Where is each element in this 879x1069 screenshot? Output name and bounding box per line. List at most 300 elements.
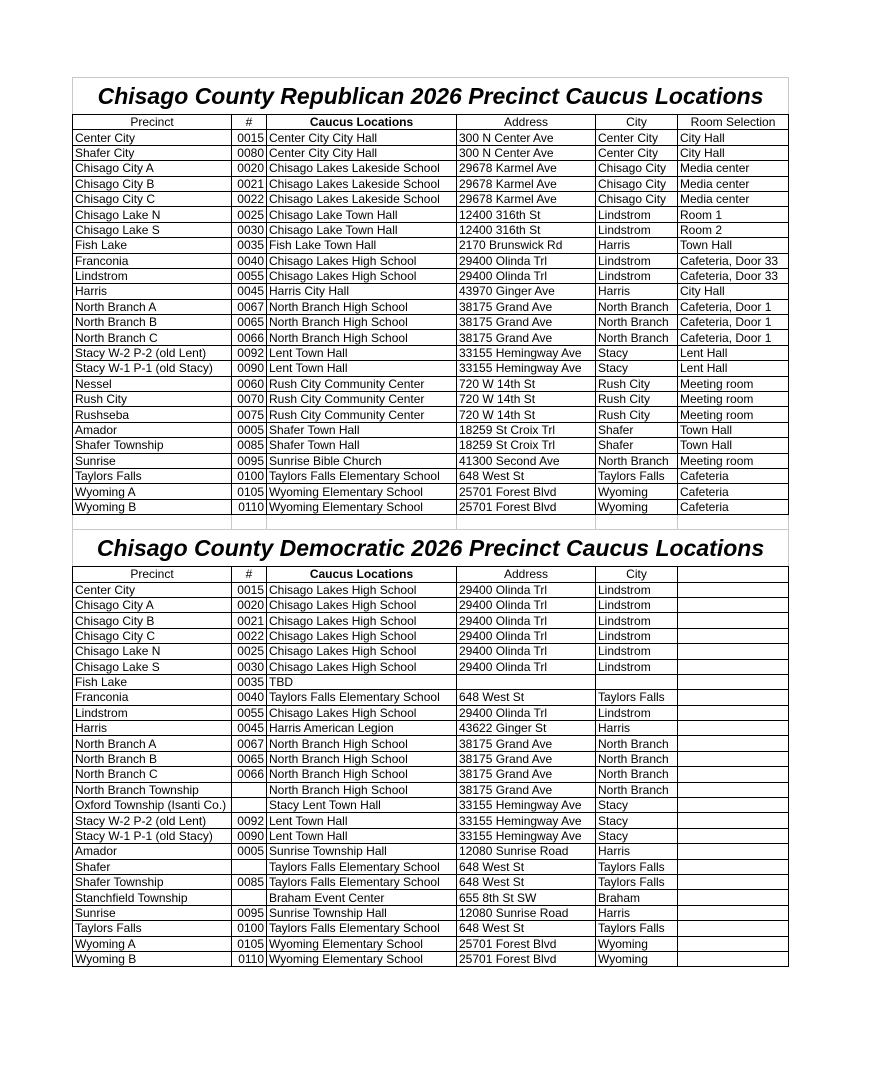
republican-table-row bbox=[73, 299, 789, 314]
precinct-cell: Chisago City C bbox=[73, 628, 232, 643]
number-cell: 0015 bbox=[232, 582, 267, 597]
democratic-table-row bbox=[73, 674, 789, 689]
precinct-cell: Stanchfield Township bbox=[73, 890, 232, 905]
room-cell: Cafeteria bbox=[678, 499, 789, 514]
democratic-table-row bbox=[73, 905, 789, 920]
number-cell: 0066 bbox=[232, 767, 267, 782]
precinct-cell: Stacy W-2 P-2 (old Lent) bbox=[73, 345, 232, 360]
precinct-cell: North Branch C bbox=[73, 767, 232, 782]
caucus-location-cell: Harris City Hall bbox=[267, 284, 457, 299]
caucus-location-cell: Wyoming Elementary School bbox=[267, 951, 457, 966]
caucus-location-cell: Shafer Town Hall bbox=[267, 422, 457, 437]
caucus-location-cell: North Branch High School bbox=[267, 751, 457, 766]
number-cell: 0040 bbox=[232, 690, 267, 705]
room-cell bbox=[678, 613, 789, 628]
address-cell: 29400 Olinda Trl bbox=[457, 613, 596, 628]
caucus-location-cell: Sunrise Township Hall bbox=[267, 905, 457, 920]
number-cell: 0105 bbox=[232, 936, 267, 951]
number-cell bbox=[232, 890, 267, 905]
address-cell: 648 West St bbox=[457, 874, 596, 889]
number-cell: 0060 bbox=[232, 376, 267, 391]
address-cell: 29400 Olinda Trl bbox=[457, 705, 596, 720]
number-cell: 0090 bbox=[232, 828, 267, 843]
room-cell: City Hall bbox=[678, 130, 789, 145]
caucus-location-cell: Chisago Lakes High School bbox=[267, 705, 457, 720]
precinct-cell: Franconia bbox=[73, 690, 232, 705]
democratic-table-row bbox=[73, 644, 789, 659]
precinct-cell: North Branch C bbox=[73, 330, 232, 345]
precinct-cell: Chisago Lake N bbox=[73, 207, 232, 222]
number-cell: 0095 bbox=[232, 905, 267, 920]
precinct-cell: Chisago Lake S bbox=[73, 659, 232, 674]
number-cell: 0030 bbox=[232, 222, 267, 237]
room-cell: Meeting room bbox=[678, 407, 789, 422]
address-cell: 648 West St bbox=[457, 921, 596, 936]
city-cell: Center City bbox=[596, 145, 678, 160]
address-cell: 18259 St Croix Trl bbox=[457, 438, 596, 453]
room-cell bbox=[678, 813, 789, 828]
city-cell: Braham bbox=[596, 890, 678, 905]
address-cell: 29678 Karmel Ave bbox=[457, 161, 596, 176]
precinct-cell: Shafer Township bbox=[73, 438, 232, 453]
city-cell: Wyoming bbox=[596, 484, 678, 499]
room-cell: Town Hall bbox=[678, 438, 789, 453]
democratic-table-row bbox=[73, 628, 789, 643]
precinct-cell: Wyoming A bbox=[73, 936, 232, 951]
city-cell: Lindstrom bbox=[596, 222, 678, 237]
democratic-table-row bbox=[73, 951, 789, 966]
republican-table-row bbox=[73, 145, 789, 160]
caucus-location-cell: Taylors Falls Elementary School bbox=[267, 859, 457, 874]
number-cell: 0030 bbox=[232, 659, 267, 674]
caucus-location-cell: North Branch High School bbox=[267, 736, 457, 751]
democratic-table-row bbox=[73, 844, 789, 859]
room-cell: Lent Hall bbox=[678, 361, 789, 376]
room-cell bbox=[678, 921, 789, 936]
caucus-location-cell: Taylors Falls Elementary School bbox=[267, 874, 457, 889]
precinct-cell: Chisago City A bbox=[73, 161, 232, 176]
number-cell: 0100 bbox=[232, 921, 267, 936]
republican-table-row bbox=[73, 484, 789, 499]
precinct-cell: Chisago Lake N bbox=[73, 644, 232, 659]
address-cell: 33155 Hemingway Ave bbox=[457, 361, 596, 376]
republican-table-row bbox=[73, 253, 789, 268]
city-cell: Stacy bbox=[596, 828, 678, 843]
room-cell bbox=[678, 674, 789, 689]
city-cell: North Branch bbox=[596, 299, 678, 314]
caucus-location-cell: North Branch High School bbox=[267, 782, 457, 797]
header-number: # bbox=[232, 567, 267, 582]
republican-table-row bbox=[73, 468, 789, 483]
democratic-table-row bbox=[73, 721, 789, 736]
number-cell: 0020 bbox=[232, 597, 267, 612]
republican-table-row bbox=[73, 407, 789, 422]
room-cell: Room 1 bbox=[678, 207, 789, 222]
address-cell: 38175 Grand Ave bbox=[457, 782, 596, 797]
number-cell: 0040 bbox=[232, 253, 267, 268]
democratic-header-row bbox=[73, 567, 789, 582]
city-cell: Lindstrom bbox=[596, 613, 678, 628]
city-cell: Chisago City bbox=[596, 191, 678, 206]
address-cell: 648 West St bbox=[457, 859, 596, 874]
republican-table-row bbox=[73, 176, 789, 191]
address-cell: 2170 Brunswick Rd bbox=[457, 238, 596, 253]
precinct-cell: Harris bbox=[73, 721, 232, 736]
precinct-cell: Stacy W-2 P-2 (old Lent) bbox=[73, 813, 232, 828]
city-cell: Stacy bbox=[596, 361, 678, 376]
number-cell bbox=[232, 798, 267, 813]
precinct-cell: Stacy W-1 P-1 (old Stacy) bbox=[73, 828, 232, 843]
caucus-location-cell: Taylors Falls Elementary School bbox=[267, 468, 457, 483]
number-cell: 0015 bbox=[232, 130, 267, 145]
precinct-cell: Wyoming A bbox=[73, 484, 232, 499]
room-cell: Town Hall bbox=[678, 422, 789, 437]
city-cell: Stacy bbox=[596, 345, 678, 360]
precinct-cell: Stacy W-1 P-1 (old Stacy) bbox=[73, 361, 232, 376]
number-cell: 0055 bbox=[232, 268, 267, 283]
number-cell: 0080 bbox=[232, 145, 267, 160]
spreadsheet bbox=[72, 77, 788, 967]
democratic-table-row bbox=[73, 813, 789, 828]
precinct-cell: Lindstrom bbox=[73, 268, 232, 283]
number-cell: 0035 bbox=[232, 238, 267, 253]
democratic-table-row bbox=[73, 828, 789, 843]
republican-table-row bbox=[73, 438, 789, 453]
city-cell: North Branch bbox=[596, 767, 678, 782]
city-cell: Taylors Falls bbox=[596, 690, 678, 705]
room-cell bbox=[678, 844, 789, 859]
number-cell: 0065 bbox=[232, 315, 267, 330]
city-cell: Shafer bbox=[596, 422, 678, 437]
city-cell: Lindstrom bbox=[596, 705, 678, 720]
caucus-location-cell: Sunrise Bible Church bbox=[267, 453, 457, 468]
room-cell bbox=[678, 705, 789, 720]
number-cell: 0005 bbox=[232, 844, 267, 859]
caucus-location-cell: Rush City Community Center bbox=[267, 392, 457, 407]
city-cell: Harris bbox=[596, 238, 678, 253]
header-city: City bbox=[596, 115, 678, 130]
number-cell: 0067 bbox=[232, 299, 267, 314]
caucus-location-cell: Taylors Falls Elementary School bbox=[267, 690, 457, 705]
address-cell: 300 N Center Ave bbox=[457, 130, 596, 145]
room-cell: Media center bbox=[678, 176, 789, 191]
number-cell: 0020 bbox=[232, 161, 267, 176]
city-cell: North Branch bbox=[596, 782, 678, 797]
room-cell bbox=[678, 782, 789, 797]
caucus-location-cell: Center City City Hall bbox=[267, 145, 457, 160]
room-cell bbox=[678, 582, 789, 597]
header-caucus-locations: Caucus Locations bbox=[267, 115, 457, 130]
precinct-cell: Chisago City B bbox=[73, 176, 232, 191]
header-precinct: Precinct bbox=[73, 115, 232, 130]
address-cell: 12400 316th St bbox=[457, 207, 596, 222]
caucus-location-cell: Chisago Lakes High School bbox=[267, 644, 457, 659]
democratic-table-row bbox=[73, 890, 789, 905]
number-cell: 0021 bbox=[232, 176, 267, 191]
republican-table-row bbox=[73, 222, 789, 237]
address-cell: 33155 Hemingway Ave bbox=[457, 798, 596, 813]
number-cell: 0045 bbox=[232, 721, 267, 736]
spacer-row bbox=[73, 515, 789, 530]
address-cell: 43622 Ginger St bbox=[457, 721, 596, 736]
room-cell: City Hall bbox=[678, 145, 789, 160]
precinct-cell: Amador bbox=[73, 844, 232, 859]
city-cell: Harris bbox=[596, 721, 678, 736]
room-cell: Lent Hall bbox=[678, 345, 789, 360]
address-cell bbox=[457, 674, 596, 689]
room-cell: Meeting room bbox=[678, 392, 789, 407]
number-cell: 0055 bbox=[232, 705, 267, 720]
caucus-location-cell: North Branch High School bbox=[267, 767, 457, 782]
precinct-cell: Shafer bbox=[73, 859, 232, 874]
precinct-cell: Chisago City B bbox=[73, 613, 232, 628]
number-cell: 0110 bbox=[232, 499, 267, 514]
precinct-cell: North Branch Township bbox=[73, 782, 232, 797]
caucus-location-cell: Fish Lake Town Hall bbox=[267, 238, 457, 253]
address-cell: 648 West St bbox=[457, 690, 596, 705]
number-cell: 0022 bbox=[232, 628, 267, 643]
room-cell bbox=[678, 751, 789, 766]
address-cell: 648 West St bbox=[457, 468, 596, 483]
republican-section bbox=[73, 78, 789, 515]
caucus-location-cell: Taylors Falls Elementary School bbox=[267, 921, 457, 936]
democratic-table-row bbox=[73, 798, 789, 813]
header-room-selection: Room Selection bbox=[678, 115, 789, 130]
city-cell: North Branch bbox=[596, 453, 678, 468]
caucus-location-cell: Rush City Community Center bbox=[267, 407, 457, 422]
city-cell: Harris bbox=[596, 844, 678, 859]
address-cell: 29400 Olinda Trl bbox=[457, 582, 596, 597]
democratic-table-row bbox=[73, 767, 789, 782]
city-cell: Wyoming bbox=[596, 936, 678, 951]
caucus-location-cell: Chisago Lakes High School bbox=[267, 253, 457, 268]
democratic-table-row bbox=[73, 736, 789, 751]
republican-table-row bbox=[73, 284, 789, 299]
address-cell: 29400 Olinda Trl bbox=[457, 628, 596, 643]
number-cell: 0005 bbox=[232, 422, 267, 437]
precinct-cell: North Branch B bbox=[73, 751, 232, 766]
city-cell: Rush City bbox=[596, 376, 678, 391]
room-cell: Media center bbox=[678, 161, 789, 176]
caucus-location-cell: Rush City Community Center bbox=[267, 376, 457, 391]
address-cell: 38175 Grand Ave bbox=[457, 751, 596, 766]
caucus-location-cell: North Branch High School bbox=[267, 330, 457, 345]
city-cell: Lindstrom bbox=[596, 253, 678, 268]
room-cell: Media center bbox=[678, 191, 789, 206]
republican-table-row bbox=[73, 161, 789, 176]
precinct-cell: North Branch B bbox=[73, 315, 232, 330]
democratic-table-row bbox=[73, 597, 789, 612]
room-cell bbox=[678, 690, 789, 705]
room-cell: Cafeteria, Door 33 bbox=[678, 253, 789, 268]
city-cell: North Branch bbox=[596, 330, 678, 345]
room-cell: City Hall bbox=[678, 284, 789, 299]
precinct-cell: Wyoming B bbox=[73, 951, 232, 966]
city-cell: Lindstrom bbox=[596, 597, 678, 612]
city-cell: Chisago City bbox=[596, 161, 678, 176]
precinct-cell: Taylors Falls bbox=[73, 921, 232, 936]
number-cell: 0100 bbox=[232, 468, 267, 483]
address-cell: 720 W 14th St bbox=[457, 376, 596, 391]
number-cell: 0092 bbox=[232, 345, 267, 360]
number-cell: 0085 bbox=[232, 438, 267, 453]
caucus-location-cell: Chisago Lakes Lakeside School bbox=[267, 161, 457, 176]
address-cell: 38175 Grand Ave bbox=[457, 315, 596, 330]
republican-header-row bbox=[73, 115, 789, 130]
republican-table-row bbox=[73, 453, 789, 468]
number-cell: 0070 bbox=[232, 392, 267, 407]
number-cell: 0045 bbox=[232, 284, 267, 299]
precinct-cell: Rushseba bbox=[73, 407, 232, 422]
democratic-table-row bbox=[73, 921, 789, 936]
room-cell: Cafeteria, Door 1 bbox=[678, 299, 789, 314]
address-cell: 25701 Forest Blvd bbox=[457, 499, 596, 514]
caucus-location-cell: Wyoming Elementary School bbox=[267, 484, 457, 499]
room-cell: Town Hall bbox=[678, 238, 789, 253]
room-cell bbox=[678, 828, 789, 843]
address-cell: 29678 Karmel Ave bbox=[457, 176, 596, 191]
caucus-location-cell: North Branch High School bbox=[267, 315, 457, 330]
address-cell: 33155 Hemingway Ave bbox=[457, 828, 596, 843]
caucus-location-cell: Lent Town Hall bbox=[267, 345, 457, 360]
caucus-location-cell: Chisago Lakes High School bbox=[267, 597, 457, 612]
caucus-location-cell: Chisago Lakes High School bbox=[267, 613, 457, 628]
precinct-cell: North Branch A bbox=[73, 299, 232, 314]
room-cell bbox=[678, 874, 789, 889]
democratic-table-row bbox=[73, 690, 789, 705]
number-cell: 0085 bbox=[232, 874, 267, 889]
number-cell: 0067 bbox=[232, 736, 267, 751]
room-cell bbox=[678, 859, 789, 874]
caucus-table bbox=[72, 77, 789, 967]
room-cell: Meeting room bbox=[678, 376, 789, 391]
room-cell bbox=[678, 951, 789, 966]
number-cell: 0066 bbox=[232, 330, 267, 345]
city-cell: Wyoming bbox=[596, 499, 678, 514]
democratic-table-row bbox=[73, 859, 789, 874]
city-cell: Harris bbox=[596, 905, 678, 920]
city-cell: Rush City bbox=[596, 407, 678, 422]
number-cell: 0090 bbox=[232, 361, 267, 376]
precinct-cell: Nessel bbox=[73, 376, 232, 391]
number-cell: 0022 bbox=[232, 191, 267, 206]
room-cell: Room 2 bbox=[678, 222, 789, 237]
precinct-cell: Center City bbox=[73, 130, 232, 145]
democratic-table-row bbox=[73, 936, 789, 951]
caucus-location-cell: Wyoming Elementary School bbox=[267, 499, 457, 514]
caucus-location-cell: Harris American Legion bbox=[267, 721, 457, 736]
number-cell: 0065 bbox=[232, 751, 267, 766]
republican-table-row bbox=[73, 238, 789, 253]
caucus-location-cell: Lent Town Hall bbox=[267, 361, 457, 376]
address-cell: 41300 Second Ave bbox=[457, 453, 596, 468]
room-cell bbox=[678, 936, 789, 951]
room-cell: Cafeteria, Door 33 bbox=[678, 268, 789, 283]
address-cell: 12080 Sunrise Road bbox=[457, 844, 596, 859]
number-cell: 0095 bbox=[232, 453, 267, 468]
caucus-location-cell: Chisago Lakes High School bbox=[267, 628, 457, 643]
header-address: Address bbox=[457, 567, 596, 582]
city-cell bbox=[596, 674, 678, 689]
header-address: Address bbox=[457, 115, 596, 130]
precinct-cell: Harris bbox=[73, 284, 232, 299]
precinct-cell: Taylors Falls bbox=[73, 468, 232, 483]
precinct-cell: Sunrise bbox=[73, 453, 232, 468]
number-cell: 0110 bbox=[232, 951, 267, 966]
precinct-cell: Center City bbox=[73, 582, 232, 597]
number-cell: 0021 bbox=[232, 613, 267, 628]
header-empty bbox=[678, 567, 789, 582]
room-cell: Cafeteria bbox=[678, 484, 789, 499]
address-cell: 18259 St Croix Trl bbox=[457, 422, 596, 437]
republican-table-row bbox=[73, 422, 789, 437]
address-cell: 12400 316th St bbox=[457, 222, 596, 237]
number-cell: 0025 bbox=[232, 207, 267, 222]
caucus-location-cell: Sunrise Township Hall bbox=[267, 844, 457, 859]
caucus-location-cell: Chisago Lakes High School bbox=[267, 582, 457, 597]
caucus-location-cell: TBD bbox=[267, 674, 457, 689]
precinct-cell: North Branch A bbox=[73, 736, 232, 751]
city-cell: Stacy bbox=[596, 813, 678, 828]
republican-table-row bbox=[73, 130, 789, 145]
city-cell: Lindstrom bbox=[596, 582, 678, 597]
democratic-table-row bbox=[73, 613, 789, 628]
room-cell: Meeting room bbox=[678, 453, 789, 468]
caucus-location-cell: Chisago Lakes High School bbox=[267, 659, 457, 674]
address-cell: 43970 Ginger Ave bbox=[457, 284, 596, 299]
city-cell: Lindstrom bbox=[596, 207, 678, 222]
democratic-table-row bbox=[73, 874, 789, 889]
republican-table-row bbox=[73, 499, 789, 514]
address-cell: 12080 Sunrise Road bbox=[457, 905, 596, 920]
precinct-cell: Sunrise bbox=[73, 905, 232, 920]
city-cell: Taylors Falls bbox=[596, 859, 678, 874]
room-cell: Cafeteria, Door 1 bbox=[678, 330, 789, 345]
header-precinct: Precinct bbox=[73, 567, 232, 582]
number-cell: 0092 bbox=[232, 813, 267, 828]
address-cell: 29678 Karmel Ave bbox=[457, 191, 596, 206]
room-cell: Cafeteria, Door 1 bbox=[678, 315, 789, 330]
precinct-cell: Wyoming B bbox=[73, 499, 232, 514]
address-cell: 720 W 14th St bbox=[457, 392, 596, 407]
header-caucus-locations: Caucus Locations bbox=[267, 567, 457, 582]
room-cell bbox=[678, 628, 789, 643]
city-cell: Taylors Falls bbox=[596, 921, 678, 936]
precinct-cell: Shafer Township bbox=[73, 874, 232, 889]
caucus-location-cell: Chisago Lakes Lakeside School bbox=[267, 176, 457, 191]
city-cell: Harris bbox=[596, 284, 678, 299]
number-cell bbox=[232, 859, 267, 874]
republican-table-row bbox=[73, 376, 789, 391]
precinct-cell: Chisago City A bbox=[73, 597, 232, 612]
caucus-location-cell: North Branch High School bbox=[267, 299, 457, 314]
city-cell: Center City bbox=[596, 130, 678, 145]
city-cell: Lindstrom bbox=[596, 628, 678, 643]
republican-table-row bbox=[73, 361, 789, 376]
header-number: # bbox=[232, 115, 267, 130]
address-cell: 38175 Grand Ave bbox=[457, 299, 596, 314]
room-cell bbox=[678, 767, 789, 782]
number-cell: 0025 bbox=[232, 644, 267, 659]
room-cell bbox=[678, 659, 789, 674]
city-cell: North Branch bbox=[596, 736, 678, 751]
address-cell: 29400 Olinda Trl bbox=[457, 268, 596, 283]
address-cell: 300 N Center Ave bbox=[457, 145, 596, 160]
address-cell: 655 8th St SW bbox=[457, 890, 596, 905]
precinct-cell: Lindstrom bbox=[73, 705, 232, 720]
republican-table-row bbox=[73, 315, 789, 330]
address-cell: 38175 Grand Ave bbox=[457, 767, 596, 782]
